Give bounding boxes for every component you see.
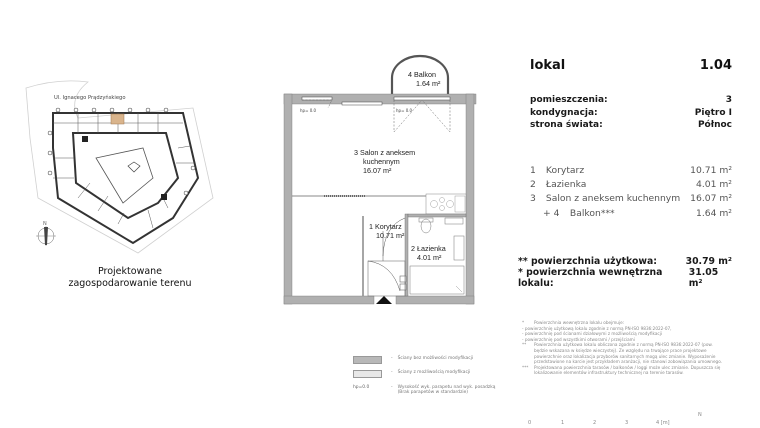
scale-tick: 3 bbox=[625, 420, 629, 426]
room-row-balcony: + 4 Balkon*** 1.64 m² bbox=[543, 207, 732, 219]
site-compass-icon bbox=[36, 226, 56, 246]
room-label-salon: 3 Salon z aneksem kuchennym 16.07 m² bbox=[354, 148, 416, 175]
site-plan-caption bbox=[40, 266, 220, 290]
total-usable-area: ** powierzchnia użytkowa: 30.79 m² bbox=[518, 256, 732, 267]
scale-tick: 4 [m] bbox=[656, 420, 670, 426]
footnote: * Powierzchnia wewnętrzna lokalu obejmuje: bbox=[522, 320, 625, 325]
meta-row-orientation: strona świata: Północ bbox=[530, 120, 732, 130]
footnote: - powierzchnię pod wszystkimi otworami / przejściami bbox=[522, 336, 635, 342]
site-north-label: N bbox=[43, 221, 47, 227]
highlighted-unit bbox=[111, 114, 124, 124]
street-label: Ul. Ignacego Prądzyńskiego bbox=[54, 95, 126, 101]
site-plan bbox=[18, 78, 228, 263]
scale-tick: 2 bbox=[593, 420, 597, 426]
scale-tick: 0 bbox=[528, 420, 532, 426]
swatch-fixed-walls bbox=[353, 356, 382, 364]
hp-label-window-1: hp= 0.0 bbox=[300, 108, 317, 113]
area-totals bbox=[518, 256, 732, 289]
room-label-lazienka: 2 Łazienka 4.01 m² bbox=[411, 244, 446, 262]
meta-row-floor: kondygnacja: Piętro I bbox=[530, 107, 732, 118]
room-label-balkon: 4 Balkon 1.64 m² bbox=[408, 70, 441, 88]
site-caption-line2: zagospodarowanie terenu bbox=[68, 278, 192, 289]
floor-plan-drawing bbox=[280, 56, 480, 311]
total-internal-area: * powierzchnia wewnętrzna lokalu: 31.05 m² bbox=[518, 267, 719, 289]
room-list bbox=[530, 164, 732, 221]
site-plan-drawing bbox=[18, 78, 228, 263]
room-label-korytarz: 1 Korytarz 10.71 m² bbox=[369, 222, 405, 240]
entrance-arrow-icon bbox=[376, 296, 392, 304]
room-row: 2 Łazienka 4.01 m² bbox=[530, 179, 732, 191]
swatch-modifiable-walls bbox=[353, 370, 382, 378]
room-row: 1 Korytarz 10.71 m² bbox=[530, 165, 732, 176]
floor-plan bbox=[280, 56, 480, 311]
site-caption-line1: Projektowane bbox=[97, 266, 163, 277]
legend-item-fixed-walls: - Ściany bez możliwości modyfikacji bbox=[353, 356, 473, 364]
footnote: - powierzchnię użytkową lokalu zgodnie z normą PN-ISO 9836:2022-07, bbox=[522, 325, 672, 331]
footnote: - powierzchnię pod ścianami działowymi z możliwością modyfikacji bbox=[522, 331, 663, 337]
hp-label-window-2: hp= 0.0 bbox=[396, 108, 413, 113]
legend-item-modifiable-walls: - Ściany z możliwością modyfikacji bbox=[353, 370, 470, 378]
unit-info-panel bbox=[518, 58, 732, 289]
room-row: 3 Salon z aneksem kuchennym 16.07 m² bbox=[530, 193, 732, 205]
meta-row-rooms: pomieszczenia: 3 bbox=[530, 95, 732, 105]
footnote: *** Projektowana powierzchnia tarasów / balkonów / loggi może ulec zmianie. Dopuszcza się lokalizowanie elementów infrastruktury technicznej na terenie tarasów. bbox=[522, 364, 721, 376]
unit-label: lokal bbox=[530, 58, 566, 73]
unit-number: 1.04 bbox=[699, 58, 732, 73]
scale-bar bbox=[528, 420, 698, 428]
footnotes bbox=[522, 320, 722, 376]
unit-meta bbox=[530, 94, 732, 132]
legend-item-hp: hp=0.0 - Wysokość wyk. parapetu nad wyk. posadzką (Brak parapetów w standardzie) bbox=[353, 385, 496, 395]
unit-header bbox=[530, 58, 732, 73]
footnote: ** Powierzchnia użytkowa lokalu obliczona zgodnie z normą PN-ISO 9836:2022-07 (pow. będzie wskazana w księdze wieczystej). Ze względu na trwające prace projektowe powierzchnie oraz lokalizacja przyborów sanitarnych mogą ulec zmianie. Wyposażenie przedstawione na karcie jest przykładem aranżacji, nie stanowi zobowiązania umownego. bbox=[522, 342, 723, 365]
scale-tick: 1 bbox=[561, 420, 565, 426]
north-arrow-icon: N bbox=[698, 412, 702, 418]
